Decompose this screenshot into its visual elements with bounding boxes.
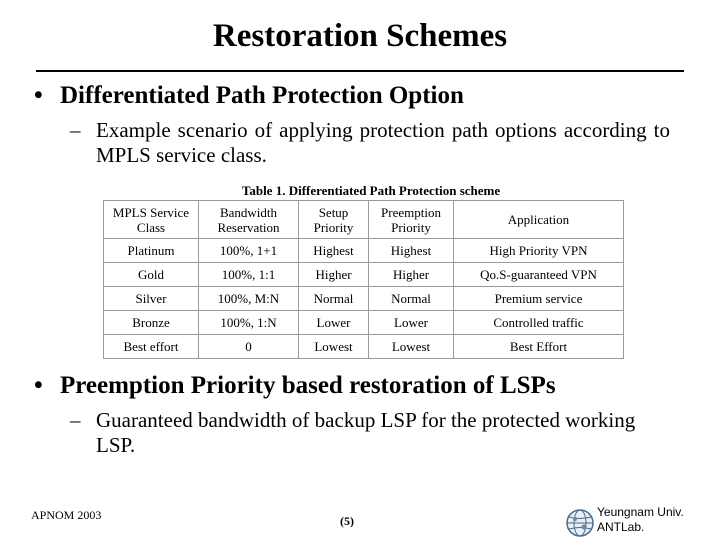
university-label: [597, 505, 684, 535]
section1-heading: Differentiated Path Protection Option: [60, 82, 464, 109]
header-bandwidth: Bandwidth Reservation: [199, 201, 299, 239]
section1-subtext: Example scenario of applying protection path options according to MPLS service class.: [96, 118, 670, 167]
section2-subtext: Guaranteed bandwidth of backup LSP for the protected working LSP.: [96, 408, 636, 457]
table-cell: 100%, M:N: [199, 287, 299, 311]
header-preemption-priority: Preemption Priority: [369, 201, 454, 239]
table-cell: Bronze: [104, 311, 199, 335]
table-cell: Lower: [299, 311, 369, 335]
table-cell: 100%, 1+1: [199, 239, 299, 263]
logo-line1: Yeungnam Univ.: [597, 505, 684, 519]
header-setup-priority: Setup Priority: [299, 201, 369, 239]
table-cell: 0: [199, 335, 299, 359]
dash-marker: –: [70, 408, 81, 432]
table-row: [104, 263, 624, 287]
footer-conference: APNOM 2003: [31, 508, 102, 522]
table-row: [104, 239, 624, 263]
table-cell: 100%, 1:1: [199, 263, 299, 287]
table-cell: Normal: [299, 287, 369, 311]
logo-line2: ANTLab.: [597, 520, 645, 534]
section2-heading: Preemption Priority based restoration of LSPs: [60, 372, 556, 399]
header-application: Application: [454, 201, 624, 239]
table-cell: Lowest: [299, 335, 369, 359]
table-cell: Higher: [299, 263, 369, 287]
table-cell: Qo.S-guaranteed VPN: [454, 263, 624, 287]
table-cell: Lowest: [369, 335, 454, 359]
table-cell: Higher: [369, 263, 454, 287]
table-cell: Highest: [369, 239, 454, 263]
dash-marker: –: [70, 118, 81, 142]
table-cell: Silver: [104, 287, 199, 311]
sub-bullet-guaranteed-bandwidth: [70, 408, 670, 458]
page-number: (5): [340, 514, 354, 528]
bullet-marker: •: [34, 82, 43, 109]
table-cell: Controlled traffic: [454, 311, 624, 335]
table-row: [104, 287, 624, 311]
table-row: [104, 335, 624, 359]
table-cell: Normal: [369, 287, 454, 311]
table-cell: Premium service: [454, 287, 624, 311]
globe-logo-icon: [565, 508, 595, 538]
table-header-row: [104, 201, 624, 239]
table-cell: 100%, 1:N: [199, 311, 299, 335]
table-caption: Table 1. Differentiated Path Protection scheme: [241, 183, 501, 198]
table-cell: Highest: [299, 239, 369, 263]
header-service-class: MPLS Service Class: [104, 201, 199, 239]
table-cell: Best effort: [104, 335, 199, 359]
table-cell: Lower: [369, 311, 454, 335]
table-cell: Platinum: [104, 239, 199, 263]
table-row: [104, 311, 624, 335]
bullet-preemption-priority: [34, 372, 556, 400]
sub-bullet-example: [70, 118, 670, 168]
title-divider: [36, 70, 684, 72]
table-cell: Gold: [104, 263, 199, 287]
bullet-differentiated-path: [34, 82, 464, 110]
protection-scheme-table: [103, 200, 624, 359]
bullet-marker: •: [34, 372, 43, 399]
table-cell: Best Effort: [454, 335, 624, 359]
table-cell: High Priority VPN: [454, 239, 624, 263]
slide-title: Restoration Schemes: [212, 18, 508, 54]
